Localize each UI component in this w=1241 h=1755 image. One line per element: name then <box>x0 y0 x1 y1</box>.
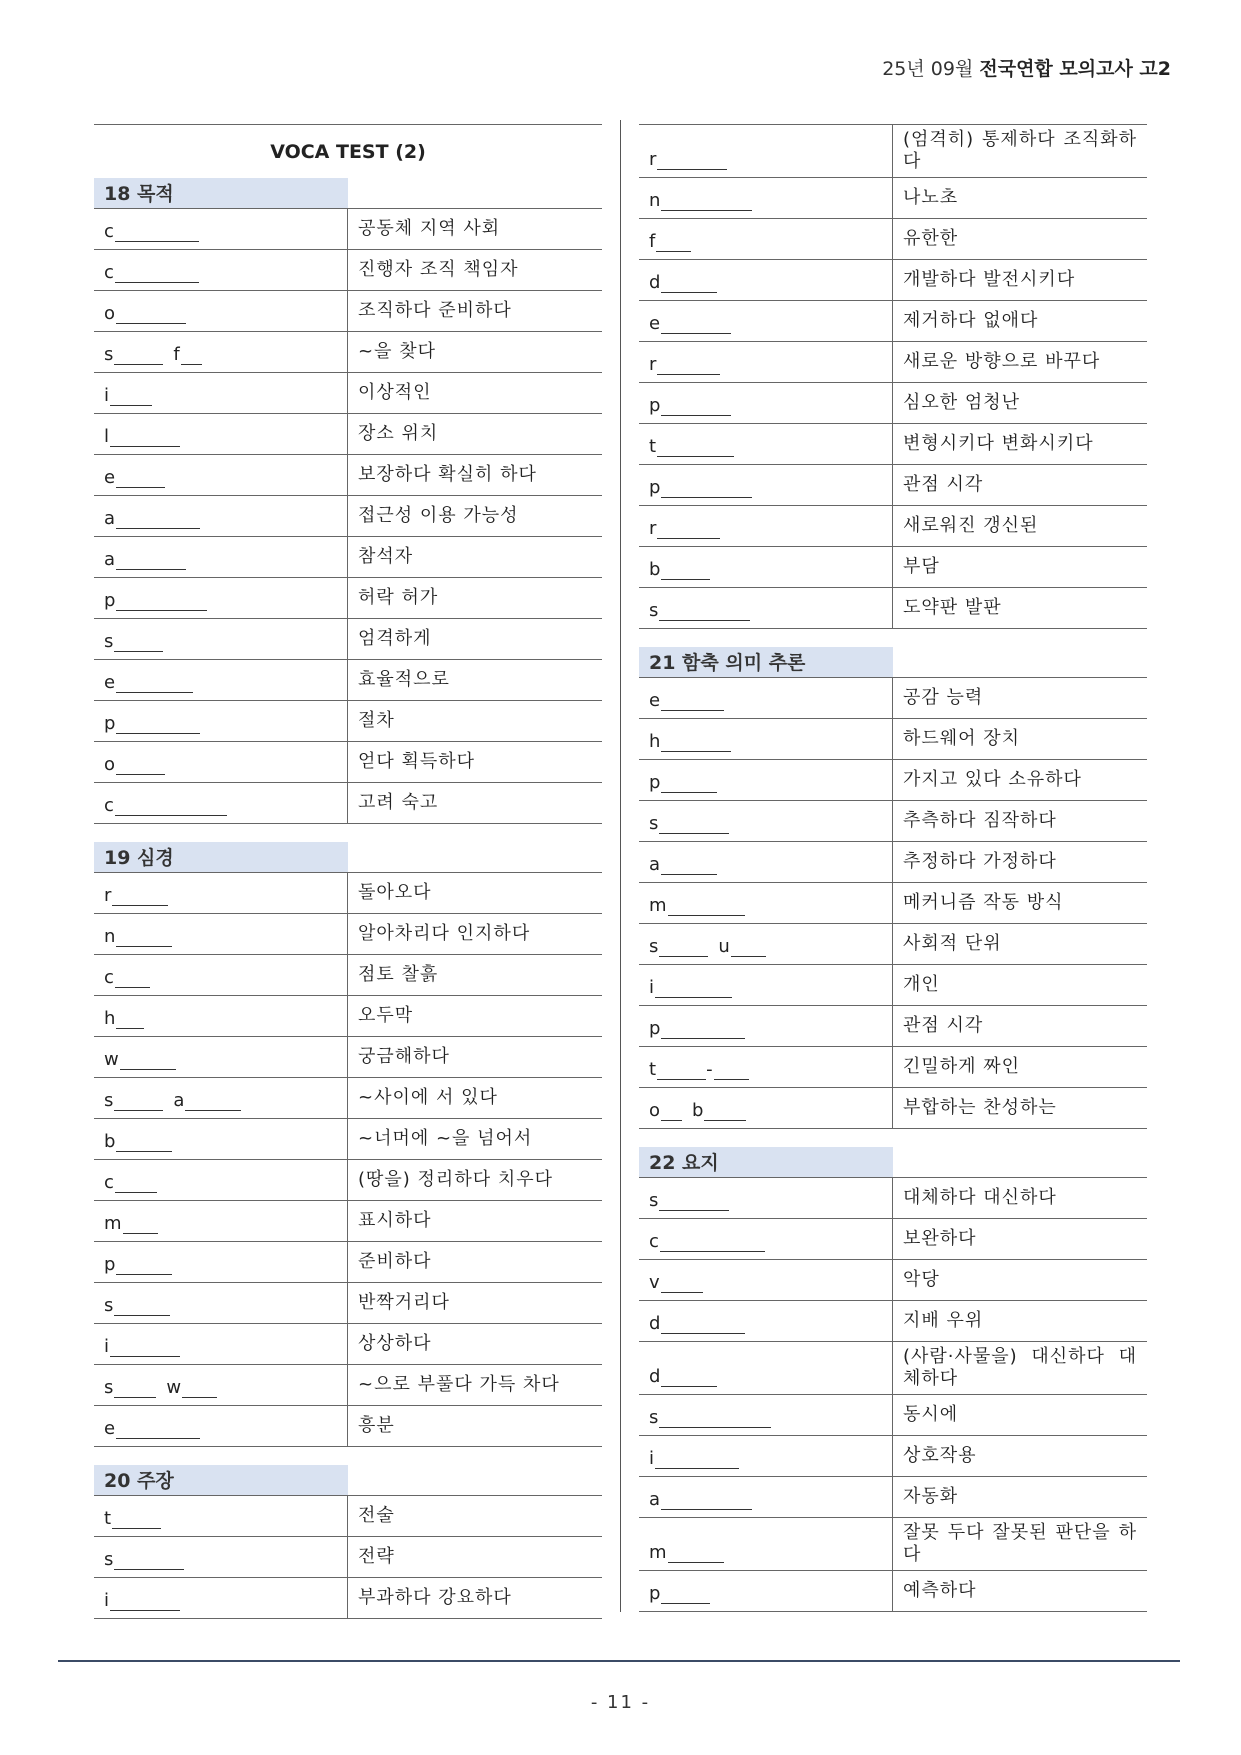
english-word-blank[interactable]: p <box>94 1242 348 1282</box>
vocab-row <box>94 332 602 373</box>
answer-blank <box>661 1589 710 1604</box>
english-word-blank[interactable]: h <box>639 719 893 759</box>
section-title: 18 목적 <box>94 178 348 208</box>
answer-blank <box>661 319 731 334</box>
korean-meaning: 지배 우위 <box>903 1310 984 1331</box>
korean-meaning: 추측하다 짐작하다 <box>903 810 1057 831</box>
answer-blank <box>659 819 729 834</box>
exam-title: 전국연합 모의고사 고2 <box>979 58 1171 80</box>
answer-blank <box>659 942 708 957</box>
answer-blank <box>114 1301 170 1316</box>
english-word-blank[interactable]: l <box>94 414 348 454</box>
korean-meaning: 대체하다 대신하다 <box>903 1187 1057 1208</box>
vocab-row <box>94 660 602 701</box>
korean-meaning: 상상하다 <box>358 1333 432 1354</box>
korean-meaning: 진행자 조직 책임자 <box>358 259 519 280</box>
english-word-blank[interactable]: o <box>94 291 348 331</box>
vocab-row <box>94 1201 602 1242</box>
english-word-blank[interactable]: c <box>94 250 348 290</box>
korean-meaning: 점토 찰흙 <box>358 964 439 985</box>
english-word-blank[interactable]: m <box>639 1518 893 1570</box>
answer-blank <box>116 309 186 324</box>
answer-blank <box>110 432 180 447</box>
english-word-blank[interactable]: s <box>94 1537 348 1577</box>
english-word-blank[interactable]: r <box>639 506 893 546</box>
korean-meaning: 절차 <box>358 710 395 731</box>
english-word-blank[interactable]: p <box>639 1571 893 1611</box>
vocab-row <box>94 1078 602 1119</box>
korean-meaning: 조직하다 준비하다 <box>358 300 512 321</box>
english-word-blank[interactable]: p <box>639 760 893 800</box>
answer-blank <box>114 1555 184 1570</box>
answer-blank <box>657 1065 706 1080</box>
korean-meaning: 엄격하게 <box>358 628 432 649</box>
korean-meaning: 보완하다 <box>903 1228 977 1249</box>
vocab-row <box>639 965 1147 1006</box>
vocab-row <box>639 1301 1147 1342</box>
korean-meaning: 참석자 <box>358 546 414 567</box>
right-column <box>639 124 1147 1612</box>
answer-blank <box>661 565 710 580</box>
vocab-row <box>94 1037 602 1078</box>
answer-blank <box>668 901 745 916</box>
english-word-blank[interactable]: p <box>639 465 893 505</box>
answer-blank <box>116 514 200 529</box>
vocab-row <box>639 924 1147 965</box>
english-word-blank[interactable]: o b <box>639 1088 893 1128</box>
english-word-blank[interactable]: s a <box>94 1078 348 1118</box>
english-word-blank[interactable]: t <box>94 1496 348 1536</box>
answer-blank <box>661 860 717 875</box>
answer-blank <box>661 737 731 752</box>
korean-meaning: 하드웨어 장치 <box>903 728 1021 749</box>
vocab-row <box>94 1537 602 1578</box>
section-title: 22 요지 <box>639 1147 893 1177</box>
korean-meaning: 개발하다 발전시키다 <box>903 269 1076 290</box>
english-word-blank[interactable]: e <box>94 455 348 495</box>
english-word-blank[interactable]: t <box>639 424 893 464</box>
english-word-blank[interactable]: a <box>94 496 348 536</box>
vocab-row <box>639 383 1147 424</box>
answer-blank <box>114 350 163 365</box>
vocab-row <box>639 1006 1147 1047</box>
section-title: 20 주장 <box>94 1465 348 1495</box>
answer-blank <box>656 237 691 252</box>
exam-date: 25년 09월 <box>882 58 974 80</box>
answer-blank <box>661 1106 682 1121</box>
english-word-blank[interactable]: r <box>639 342 893 382</box>
answer-blank <box>116 473 165 488</box>
answer-blank <box>112 891 168 906</box>
answer-blank <box>181 350 202 365</box>
answer-blank <box>182 1383 217 1398</box>
page-number: - 11 - <box>590 1692 651 1713</box>
vocab-row <box>94 1119 602 1160</box>
vocab-row <box>94 1324 602 1365</box>
english-word-blank[interactable]: p <box>94 578 348 618</box>
section-header <box>94 842 602 873</box>
korean-meaning: 악당 <box>903 1269 940 1290</box>
english-word-blank[interactable]: e <box>639 301 893 341</box>
vocab-row <box>94 455 602 496</box>
english-word-blank[interactable]: c <box>94 209 348 249</box>
korean-meaning: 심오한 엄청난 <box>903 392 1021 413</box>
answer-blank <box>661 1024 745 1039</box>
korean-meaning: 새로워진 갱신된 <box>903 515 1039 536</box>
english-word-blank[interactable]: e <box>94 1406 348 1446</box>
english-word-blank[interactable]: s w <box>94 1365 348 1405</box>
voca-test-title: VOCA TEST (2) <box>94 124 602 178</box>
english-word-blank[interactable]: e <box>639 678 893 718</box>
answer-blank <box>659 1196 729 1211</box>
english-word-blank[interactable]: i <box>639 1436 893 1476</box>
vocab-row <box>639 1047 1147 1088</box>
vocab-row <box>639 506 1147 547</box>
korean-meaning: 추정하다 가정하다 <box>903 851 1057 872</box>
vocab-row <box>639 1395 1147 1436</box>
english-word-blank[interactable]: r <box>639 125 893 177</box>
vocab-row <box>639 1260 1147 1301</box>
vocab-row <box>639 678 1147 719</box>
korean-meaning: 상호작용 <box>903 1445 977 1466</box>
english-word-blank[interactable]: i <box>94 1324 348 1364</box>
english-word-blank[interactable]: p <box>94 701 348 741</box>
korean-meaning: 제거하다 없애다 <box>903 310 1039 331</box>
english-word-blank[interactable]: i <box>94 1578 348 1618</box>
vocab-row <box>94 1160 602 1201</box>
english-word-blank[interactable]: p <box>639 1006 893 1046</box>
korean-meaning: 표시하다 <box>358 1210 432 1231</box>
korean-meaning: 전략 <box>358 1546 395 1567</box>
answer-blank <box>115 268 199 283</box>
footer-rule <box>58 1660 1180 1662</box>
answer-blank <box>115 973 150 988</box>
answer-blank <box>659 606 750 621</box>
english-word-blank[interactable]: c <box>639 1219 893 1259</box>
english-word-blank[interactable]: m <box>94 1201 348 1241</box>
left-column <box>94 124 602 1619</box>
korean-meaning: 보장하다 확실히 하다 <box>358 464 537 485</box>
english-word-blank[interactable]: s <box>639 588 893 628</box>
korean-meaning: 자동화 <box>903 1486 959 1507</box>
korean-meaning: ~으로 부풀다 가득 차다 <box>358 1374 560 1395</box>
answer-blank <box>661 483 752 498</box>
answer-blank <box>657 360 720 375</box>
vocab-row <box>639 1477 1147 1518</box>
korean-meaning: 알아차리다 인지하다 <box>358 923 531 944</box>
korean-meaning: (땅을) 정리하다 치우다 <box>358 1169 553 1190</box>
answer-blank <box>112 1514 161 1529</box>
vocab-row <box>639 1219 1147 1260</box>
vocab-row <box>94 537 602 578</box>
answer-blank <box>185 1096 241 1111</box>
section-header <box>639 1147 1147 1178</box>
korean-meaning: 흥분 <box>358 1415 395 1436</box>
korean-meaning: 효율적으로 <box>358 669 450 690</box>
answer-blank <box>123 1219 158 1234</box>
korean-meaning: 나노초 <box>903 187 959 208</box>
english-word-blank[interactable]: v <box>639 1260 893 1300</box>
vocab-row <box>94 742 602 783</box>
english-word-blank[interactable]: s u <box>639 924 893 964</box>
answer-blank <box>115 227 199 242</box>
korean-meaning: 전술 <box>358 1505 395 1526</box>
answer-blank <box>115 1178 157 1193</box>
answer-blank <box>116 555 186 570</box>
english-word-blank[interactable]: b <box>639 547 893 587</box>
answer-blank <box>116 596 207 611</box>
section-title: 19 심경 <box>94 842 348 872</box>
korean-meaning: 잘못 두다 잘못된 판단을 하다 <box>903 1522 1137 1565</box>
english-word-blank[interactable]: a <box>639 1477 893 1517</box>
english-word-blank[interactable]: s <box>94 619 348 659</box>
english-word-blank[interactable]: c <box>94 1160 348 1200</box>
english-word-blank[interactable]: n <box>639 178 893 218</box>
vocab-row <box>639 424 1147 465</box>
english-word-blank[interactable]: s <box>639 1178 893 1218</box>
korean-meaning: 개인 <box>903 974 940 995</box>
english-word-blank[interactable]: i <box>94 373 348 413</box>
vocab-row <box>639 719 1147 760</box>
answer-blank <box>660 1237 765 1252</box>
english-word-blank[interactable]: s <box>639 801 893 841</box>
vocab-row <box>94 1365 602 1406</box>
korean-meaning: 동시에 <box>903 1404 959 1425</box>
answer-blank <box>657 155 727 170</box>
korean-meaning: 공동체 지역 사회 <box>358 218 501 239</box>
korean-meaning: 부합하는 찬성하는 <box>903 1097 1057 1118</box>
answer-blank <box>661 278 717 293</box>
vocab-row <box>94 914 602 955</box>
english-word-blank[interactable]: i <box>639 965 893 1005</box>
vocab-row <box>94 1283 602 1324</box>
vocab-row <box>94 1496 602 1537</box>
english-word-blank[interactable]: p <box>639 383 893 423</box>
answer-blank <box>655 1454 739 1469</box>
english-word-blank[interactable]: s <box>94 1283 348 1323</box>
english-word-blank[interactable]: c <box>94 783 348 823</box>
korean-meaning: 돌아오다 <box>358 882 432 903</box>
vocab-row <box>94 701 602 742</box>
english-word-blank[interactable]: w <box>94 1037 348 1077</box>
vocab-row <box>639 883 1147 924</box>
english-word-blank[interactable]: f <box>639 219 893 259</box>
answer-blank <box>110 391 152 406</box>
answer-blank <box>661 1319 745 1334</box>
answer-blank <box>668 1548 724 1563</box>
korean-meaning: 사회적 단위 <box>903 933 1002 954</box>
vocab-row <box>639 588 1147 629</box>
answer-blank <box>116 1424 200 1439</box>
answer-blank <box>661 401 731 416</box>
vocab-row <box>639 1178 1147 1219</box>
english-word-blank[interactable]: b <box>94 1119 348 1159</box>
vocab-row <box>639 1088 1147 1129</box>
answer-blank <box>655 983 732 998</box>
english-word-blank[interactable]: n <box>94 914 348 954</box>
vocab-row <box>639 760 1147 801</box>
answer-blank <box>731 942 766 957</box>
answer-blank <box>704 1106 746 1121</box>
vocab-row <box>94 209 602 250</box>
korean-meaning: 예측하다 <box>903 1580 977 1601</box>
english-word-blank[interactable]: a <box>94 537 348 577</box>
korean-meaning: 부담 <box>903 556 940 577</box>
korean-meaning: (사람·사물을) 대신하다 대체하다 <box>903 1346 1137 1389</box>
vocab-row <box>94 291 602 332</box>
korean-meaning: ~너머에 ~을 넘어서 <box>358 1128 533 1149</box>
english-word-blank[interactable]: r <box>94 873 348 913</box>
answer-blank <box>114 637 163 652</box>
vocab-row <box>94 250 602 291</box>
vocab-row <box>639 1518 1147 1571</box>
vocab-row <box>94 873 602 914</box>
answer-blank <box>116 719 200 734</box>
answer-blank <box>661 696 724 711</box>
english-word-blank[interactable]: c <box>94 955 348 995</box>
answer-blank <box>116 1137 172 1152</box>
korean-meaning: 유한한 <box>903 228 959 249</box>
korean-meaning: 메커니즘 작동 방식 <box>903 892 1064 913</box>
korean-meaning: 얻다 획득하다 <box>358 751 476 772</box>
vocab-row <box>94 414 602 455</box>
answer-blank <box>661 196 752 211</box>
vocab-row <box>639 1571 1147 1612</box>
answer-blank <box>116 1260 172 1275</box>
vocab-row <box>639 178 1147 219</box>
section-title: 21 함축 의미 추론 <box>639 647 893 677</box>
answer-blank <box>657 524 720 539</box>
answer-blank <box>116 932 172 947</box>
vocab-row <box>639 842 1147 883</box>
vocab-row <box>639 301 1147 342</box>
english-word-blank[interactable]: m <box>639 883 893 923</box>
vocab-row <box>94 578 602 619</box>
english-word-blank[interactable]: a <box>639 842 893 882</box>
korean-meaning: 허락 허가 <box>358 587 439 608</box>
vocab-row <box>639 342 1147 383</box>
vocab-row <box>639 124 1147 178</box>
korean-meaning: 부과하다 강요하다 <box>358 1587 512 1608</box>
vocab-row <box>94 1578 602 1619</box>
section-header <box>94 1465 602 1496</box>
answer-blank <box>120 1055 176 1070</box>
korean-meaning: 관점 시각 <box>903 474 984 495</box>
korean-meaning: 준비하다 <box>358 1251 432 1272</box>
korean-meaning: 가지고 있다 소유하다 <box>903 769 1082 790</box>
vocab-row <box>94 783 602 824</box>
vocab-row <box>639 219 1147 260</box>
english-word-blank[interactable]: e <box>94 660 348 700</box>
vocab-row <box>639 801 1147 842</box>
vocab-row <box>639 547 1147 588</box>
korean-meaning: 변형시키다 변화시키다 <box>903 433 1094 454</box>
english-word-blank[interactable]: t - <box>639 1047 893 1087</box>
vocab-row <box>94 1406 602 1447</box>
vocab-row <box>639 1436 1147 1477</box>
korean-meaning: 궁금해하다 <box>358 1046 450 1067</box>
vocab-row <box>639 1342 1147 1395</box>
vocab-row <box>94 619 602 660</box>
answer-blank <box>115 801 227 816</box>
korean-meaning: 장소 위치 <box>358 423 439 444</box>
answer-blank <box>110 1596 180 1611</box>
answer-blank <box>114 1383 156 1398</box>
answer-blank <box>114 1096 163 1111</box>
vocab-row <box>639 260 1147 301</box>
korean-meaning: ~사이에 서 있다 <box>358 1087 498 1108</box>
english-word-blank[interactable]: d <box>639 260 893 300</box>
korean-meaning: 새로운 방향으로 바꾸다 <box>903 351 1101 372</box>
english-word-blank[interactable]: d <box>639 1301 893 1341</box>
answer-blank <box>110 1342 180 1357</box>
answer-blank <box>116 760 165 775</box>
answer-blank <box>661 1495 752 1510</box>
korean-meaning: (엄격히) 통제하다 조직화하다 <box>903 129 1137 172</box>
vocab-row <box>94 955 602 996</box>
vocab-row <box>94 1242 602 1283</box>
korean-meaning: 이상적인 <box>358 382 432 403</box>
answer-blank <box>661 1372 717 1387</box>
korean-meaning: 오두막 <box>358 1005 414 1026</box>
answer-blank <box>661 778 717 793</box>
korean-meaning: 공감 능력 <box>903 687 984 708</box>
vocab-row <box>94 496 602 537</box>
column-divider <box>620 120 621 1612</box>
answer-blank <box>661 1278 703 1293</box>
korean-meaning: 반짝거리다 <box>358 1292 450 1313</box>
korean-meaning: ~을 찾다 <box>358 341 436 362</box>
answer-blank <box>714 1065 749 1080</box>
answer-blank <box>116 678 193 693</box>
korean-meaning: 긴밀하게 짜인 <box>903 1056 1021 1077</box>
korean-meaning: 접근성 이용 가능성 <box>358 505 519 526</box>
answer-blank <box>657 442 734 457</box>
answer-blank <box>116 1014 144 1029</box>
english-word-blank[interactable]: o <box>94 742 348 782</box>
korean-meaning: 도약판 발판 <box>903 597 1002 618</box>
vocab-row <box>94 373 602 414</box>
vocab-row <box>639 465 1147 506</box>
answer-blank <box>659 1413 771 1428</box>
section-header <box>639 647 1147 678</box>
english-word-blank[interactable]: h <box>94 996 348 1036</box>
korean-meaning: 고려 숙고 <box>358 792 439 813</box>
korean-meaning: 관점 시각 <box>903 1015 984 1036</box>
section-header <box>94 178 602 209</box>
english-word-blank[interactable]: s f <box>94 332 348 372</box>
page-header <box>882 54 1171 81</box>
english-word-blank[interactable]: s <box>639 1395 893 1435</box>
vocab-row <box>94 996 602 1037</box>
english-word-blank[interactable]: d <box>639 1342 893 1394</box>
